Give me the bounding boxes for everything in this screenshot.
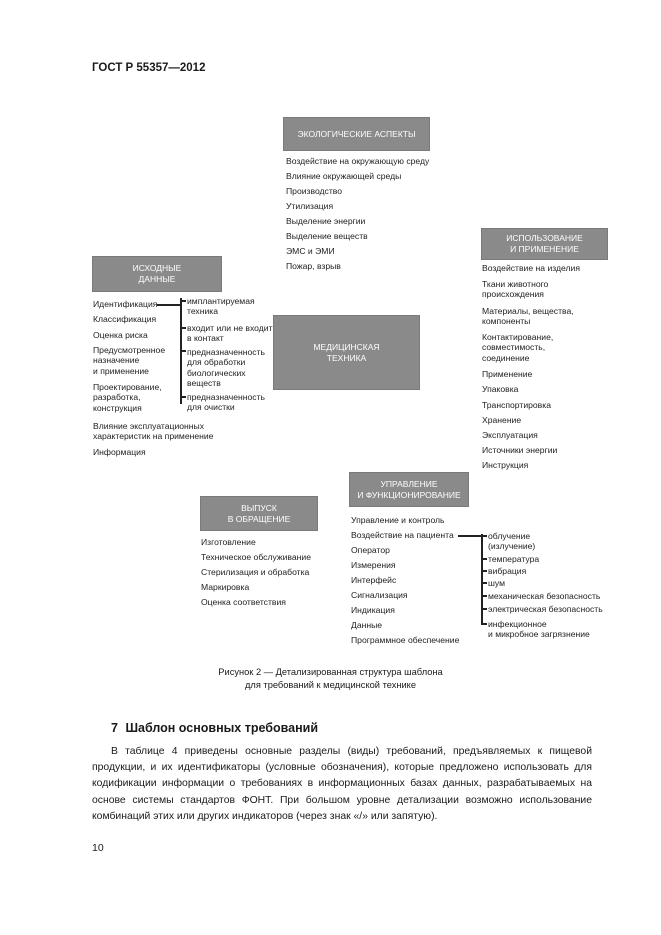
usage-item xyxy=(482,332,553,363)
connector-line xyxy=(481,623,487,625)
control-item: Данные xyxy=(351,620,383,630)
usage-item xyxy=(482,306,574,327)
text-line: Влияние эксплуатационных xyxy=(93,421,204,431)
connector-line xyxy=(481,570,487,572)
ecology-item: Влияние окружающей среды xyxy=(286,171,402,181)
control-sub-item xyxy=(488,578,505,588)
text-line: Эксплуатация xyxy=(482,430,538,440)
connector-line xyxy=(481,608,487,610)
connector-line xyxy=(458,535,482,537)
text-line: Инструкция xyxy=(482,460,529,470)
text-line: в контакт xyxy=(187,333,224,344)
text-line: Хранение xyxy=(482,415,522,425)
text-line: ВЫПУСК xyxy=(241,502,277,513)
text-line: назначение xyxy=(93,355,140,366)
text-line: предназначенность xyxy=(187,347,265,357)
source-sub-item xyxy=(187,347,265,389)
text-line: И ПРИМЕНЕНИЕ xyxy=(510,244,579,254)
text-line: имплантируемая xyxy=(187,296,255,306)
usage-box xyxy=(481,228,608,260)
text-line: ЭКОЛОГИЧЕСКИЕ АСПЕКТЫ xyxy=(297,128,416,139)
document-code: ГОСТ Р 55357—2012 xyxy=(92,62,206,74)
bracket-line xyxy=(481,534,483,625)
text-line: Идентификация xyxy=(93,299,158,309)
text-line: и применение xyxy=(93,365,149,376)
ecology-item: Производство xyxy=(286,186,343,196)
control-item: Управление и контроль xyxy=(351,515,445,525)
ecology-box xyxy=(283,117,430,151)
caption-line-2: для требований к медицинской технике xyxy=(244,680,417,690)
connector-line xyxy=(481,582,487,584)
ecology-item: Воздействие на окружающую среду xyxy=(286,156,430,166)
control-sub-item xyxy=(488,554,539,564)
text-line: Источники энергии xyxy=(482,445,558,455)
ecology-item: Утилизация xyxy=(286,201,334,211)
connector-line xyxy=(180,350,186,352)
text-line: вибрация xyxy=(488,566,527,576)
text-line: Контактирование, xyxy=(482,332,554,342)
text-line: МЕДИЦИНСКАЯ xyxy=(313,341,380,352)
text-line: инфекционное xyxy=(488,619,547,629)
release-item: Изготовление xyxy=(201,537,256,547)
control-item: Интерфейс xyxy=(351,575,397,585)
text-line: совместимость, xyxy=(482,342,546,353)
control-item: Сигнализация xyxy=(351,590,408,600)
usage-item xyxy=(482,384,518,394)
text-line: Оценка риска xyxy=(93,330,148,340)
connector-line xyxy=(481,595,487,597)
control-sub-item xyxy=(488,604,603,614)
usage-item xyxy=(482,415,521,425)
connector-line xyxy=(481,558,487,560)
text-line: (излучение) xyxy=(488,541,536,552)
control-item: Оператор xyxy=(351,545,390,555)
text-line: Применение xyxy=(482,369,533,379)
text-line: шум xyxy=(488,578,506,588)
text-line: техника xyxy=(187,306,219,317)
caption-line-1: Рисунок 2 — Детализированная структура шаблона xyxy=(218,667,443,677)
source-item xyxy=(93,330,148,340)
source-item xyxy=(93,382,162,413)
usage-item xyxy=(482,369,532,379)
ecology-item: Пожар, взрыв xyxy=(286,261,341,271)
source-sub-item xyxy=(187,392,265,413)
release-item: Маркировка xyxy=(201,582,250,592)
text-line: характеристик на применение xyxy=(93,431,214,442)
figure-caption xyxy=(0,666,661,692)
text-line: УПРАВЛЕНИЕ xyxy=(380,478,438,489)
text-line: и микробное загрязнение xyxy=(488,629,590,640)
text-line: входит или не входит xyxy=(187,323,273,333)
text-line: Упаковка xyxy=(482,384,519,394)
text-line: ДАННЫЕ xyxy=(138,274,176,284)
ecology-item: Выделение веществ xyxy=(286,231,368,241)
text-line: Ткани животного xyxy=(482,279,549,289)
text-line: Информация xyxy=(93,447,146,457)
release-item: Стерилизация и обработка xyxy=(201,567,310,577)
connector-line xyxy=(180,396,186,398)
usage-item xyxy=(482,430,538,440)
text-line: механическая безопасность xyxy=(488,591,601,601)
source-item xyxy=(93,314,156,324)
connector-line xyxy=(481,535,487,537)
center-box xyxy=(273,315,420,390)
usage-item xyxy=(482,400,551,410)
text-line: Классификация xyxy=(93,314,157,324)
text-line: электрическая безопасность xyxy=(488,604,603,614)
text-line: Материалы, вещества, xyxy=(482,306,574,316)
text-line: предназначенность xyxy=(187,392,265,402)
text-line: для обработки xyxy=(187,357,246,368)
text-line: ИСХОДНЫЕ xyxy=(132,263,182,273)
text-line: Предусмотренное xyxy=(93,345,166,355)
control-box xyxy=(349,472,469,507)
text-line: соединение xyxy=(482,352,530,363)
source-sub-item xyxy=(187,323,273,344)
source-item xyxy=(93,447,146,457)
control-sub-item xyxy=(488,566,526,576)
text-line: биологических xyxy=(187,367,246,378)
control-item: Воздействие на пациента xyxy=(351,530,454,540)
source-box xyxy=(92,256,222,292)
control-sub-item xyxy=(488,531,535,552)
text-line: конструкция xyxy=(93,402,142,413)
page-number: 10 xyxy=(92,842,104,854)
control-item: Измерения xyxy=(351,560,396,570)
text-line: Проектирование, xyxy=(93,382,162,392)
control-sub-item xyxy=(488,591,600,601)
usage-item xyxy=(482,279,548,300)
source-item xyxy=(93,299,157,309)
section-heading xyxy=(111,721,318,735)
control-item: Индикация xyxy=(351,605,395,615)
text-line: ТЕХНИКА xyxy=(326,352,367,363)
usage-item xyxy=(482,460,528,470)
source-sub-item xyxy=(187,296,255,317)
usage-item xyxy=(482,445,557,455)
text-line: температура xyxy=(488,554,540,564)
text-line: облучение xyxy=(488,531,531,541)
source-item xyxy=(93,421,213,442)
text-line: В ОБРАЩЕНИЕ xyxy=(227,513,291,524)
connector-line xyxy=(180,327,186,329)
text-line: Воздействие на изделия xyxy=(482,263,580,273)
text-line: Транспортировка xyxy=(482,400,551,410)
ecology-item: ЭМС и ЭМИ xyxy=(286,246,335,256)
text-line: И ФУНКЦИОНИРОВАНИЕ xyxy=(357,489,461,500)
section-title: Шаблон основных требований xyxy=(125,721,319,735)
text-line: происхождения xyxy=(482,289,544,300)
connector-line xyxy=(180,300,186,302)
text-line: компоненты xyxy=(482,316,531,327)
text-line: для очистки xyxy=(187,402,235,413)
release-item: Оценка соответствия xyxy=(201,597,286,607)
section-paragraph: В таблице 4 приведены основные разделы (виды) требований, предъявляемых к пищевой продукции, и их идентификаторы (условные обозначения), которые предложено использовать для кодификации информации о требованиях в информационных базах данных, разрабатываемых на основе системы стандартов ФОНТ. При большом уровне детализации возможно использование комбинаций этих или других индикаторов (через знак «/» или запятую). xyxy=(92,746,592,822)
usage-item xyxy=(482,263,580,273)
text-line: веществ xyxy=(187,378,221,389)
control-item: Программное обеспечение xyxy=(351,635,460,645)
release-box xyxy=(200,496,318,531)
source-item xyxy=(93,345,165,376)
text-line: разработка, xyxy=(93,392,141,403)
control-sub-item xyxy=(488,619,590,640)
section-number: 7 xyxy=(111,721,118,735)
text-line: ИСПОЛЬЗОВАНИЕ xyxy=(506,233,583,243)
connector-line xyxy=(157,304,181,306)
release-item: Техническое обслуживание xyxy=(201,552,311,562)
ecology-item: Выделение энергии xyxy=(286,216,366,226)
